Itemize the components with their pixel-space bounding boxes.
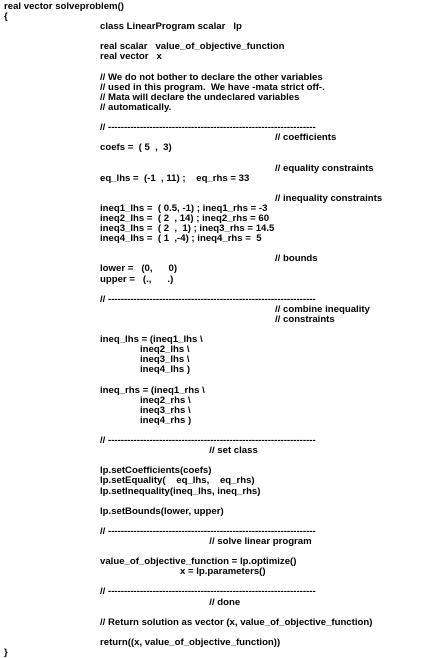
code-text: ineq4_rhs ) <box>100 414 192 426</box>
code-line <box>0 396 447 406</box>
code-line <box>0 608 447 618</box>
open-brace: { <box>4 11 8 23</box>
section-comment: // equality constraints <box>275 162 374 174</box>
code-line <box>0 325 447 335</box>
separator-comment: // ----------------------------------------------------------------- <box>100 435 316 447</box>
code-text: x = lp.parameters() <box>100 566 266 578</box>
section-comment: // set class <box>100 445 258 457</box>
code-line <box>0 587 447 597</box>
code-line <box>0 648 447 658</box>
code-text: ineq_lhs = (ineq1_lhs \ <box>100 334 203 346</box>
code-line <box>0 577 447 587</box>
code-text: lp.setInequality(ineq_lhs, ineq_rhs) <box>100 485 261 497</box>
separator-comment: // ----------------------------------------------------------------- <box>100 122 316 134</box>
code-text: lp.setCoefficients(coefs) <box>100 465 212 477</box>
code-line <box>0 365 447 375</box>
code-text: real vector x <box>100 51 162 63</box>
function-signature: real vector solveproblem() <box>4 1 124 12</box>
comment: // Return solution as vector (x, value_of_objective_function) <box>100 616 373 628</box>
code-line <box>0 22 447 32</box>
code-line <box>0 567 447 577</box>
code-line <box>0 335 447 345</box>
code-line <box>0 557 447 567</box>
code-line <box>0 375 447 385</box>
code-line <box>0 52 447 62</box>
code-text: ineq2_lhs \ <box>100 344 190 356</box>
code-text: eq_lhs = (-1 , 11) ; eq_rhs = 33 <box>100 172 250 184</box>
code-text: ineq4_lhs ) <box>100 364 191 376</box>
code-line <box>0 386 447 396</box>
code-line <box>0 345 447 355</box>
code-line <box>0 143 447 153</box>
code-line <box>0 416 447 426</box>
code-line <box>0 476 447 486</box>
section-comment: // constraints <box>275 313 335 325</box>
close-brace: } <box>4 647 8 658</box>
section-comment: // bounds <box>275 253 318 265</box>
code-line <box>0 174 447 184</box>
code-text: ineq2_rhs \ <box>100 394 191 406</box>
code-text: lp.setEquality( eq_lhs, eq_rhs) <box>100 475 255 487</box>
code-line <box>0 153 447 163</box>
code-line <box>0 2 447 12</box>
code-text: lower = (0, 0) <box>100 263 178 275</box>
code-text: upper = (., .) <box>100 273 174 285</box>
code-line <box>0 456 447 466</box>
code-line <box>0 487 447 497</box>
separator-comment: // ----------------------------------------------------------------- <box>100 586 316 598</box>
code-text: ineq2_lhs = ( 2 , 14) ; ineq2_rhs = 60 <box>100 212 270 224</box>
separator-comment: // ----------------------------------------------------------------- <box>100 293 316 305</box>
comment: // used in this program. We have -mata strict off-. <box>100 81 325 93</box>
code-text: ineq3_lhs = ( 2 , 1) ; ineq3_rhs = 14.5 <box>100 223 275 235</box>
code-line <box>0 254 447 264</box>
section-comment: // combine inequality <box>275 303 370 315</box>
code-text: ineq3_rhs \ <box>100 404 191 416</box>
code-text: coefs = ( 5 , 3) <box>100 142 172 154</box>
code-text: class LinearProgram scalar lp <box>100 21 242 33</box>
section-comment: // coefficients <box>275 132 337 144</box>
code-text: ineq4_lhs = ( 1 ,-4) ; ineq4_rhs = 5 <box>100 233 262 245</box>
code-line <box>0 507 447 517</box>
code-text: real scalar value_of_objective_function <box>100 41 285 53</box>
section-comment: // solve linear program <box>100 535 312 547</box>
section-comment: // inequality constraints <box>275 192 383 204</box>
code-line <box>0 93 447 103</box>
code-line <box>0 264 447 274</box>
code-line <box>0 42 447 52</box>
return-statement: return((x, value_of_objective_function)) <box>100 636 281 648</box>
code-line <box>0 244 447 254</box>
code-line <box>0 628 447 638</box>
code-line <box>0 446 447 456</box>
comment: // automatically. <box>100 101 172 113</box>
code-line <box>0 315 447 325</box>
code-text: ineq_rhs = (ineq1_rhs \ <box>100 384 205 396</box>
code-line <box>0 598 447 608</box>
code-line <box>0 123 447 133</box>
code-line <box>0 638 447 648</box>
code-line <box>0 103 447 113</box>
code-line <box>0 305 447 315</box>
code-text: ineq3_lhs \ <box>100 354 190 366</box>
separator-comment: // ----------------------------------------------------------------- <box>100 525 316 537</box>
code-line <box>0 355 447 365</box>
code-line <box>0 295 447 305</box>
code-line <box>0 618 447 628</box>
code-line <box>0 537 447 547</box>
code-text: value_of_objective_function = lp.optimize() <box>100 556 297 568</box>
code-line <box>0 234 447 244</box>
comment: // We do not bother to declare the other variables <box>100 71 323 83</box>
code-text: ineq1_lhs = ( 0.5, -1) ; ineq1_rhs = -3 <box>100 202 268 214</box>
section-comment: // done <box>100 596 241 608</box>
code-line <box>0 406 447 416</box>
comment: // Mata will declare the undeclared variables <box>100 91 300 103</box>
code-line <box>0 275 447 285</box>
code-text: lp.setBounds(lower, upper) <box>100 505 224 517</box>
code-line <box>0 133 447 143</box>
